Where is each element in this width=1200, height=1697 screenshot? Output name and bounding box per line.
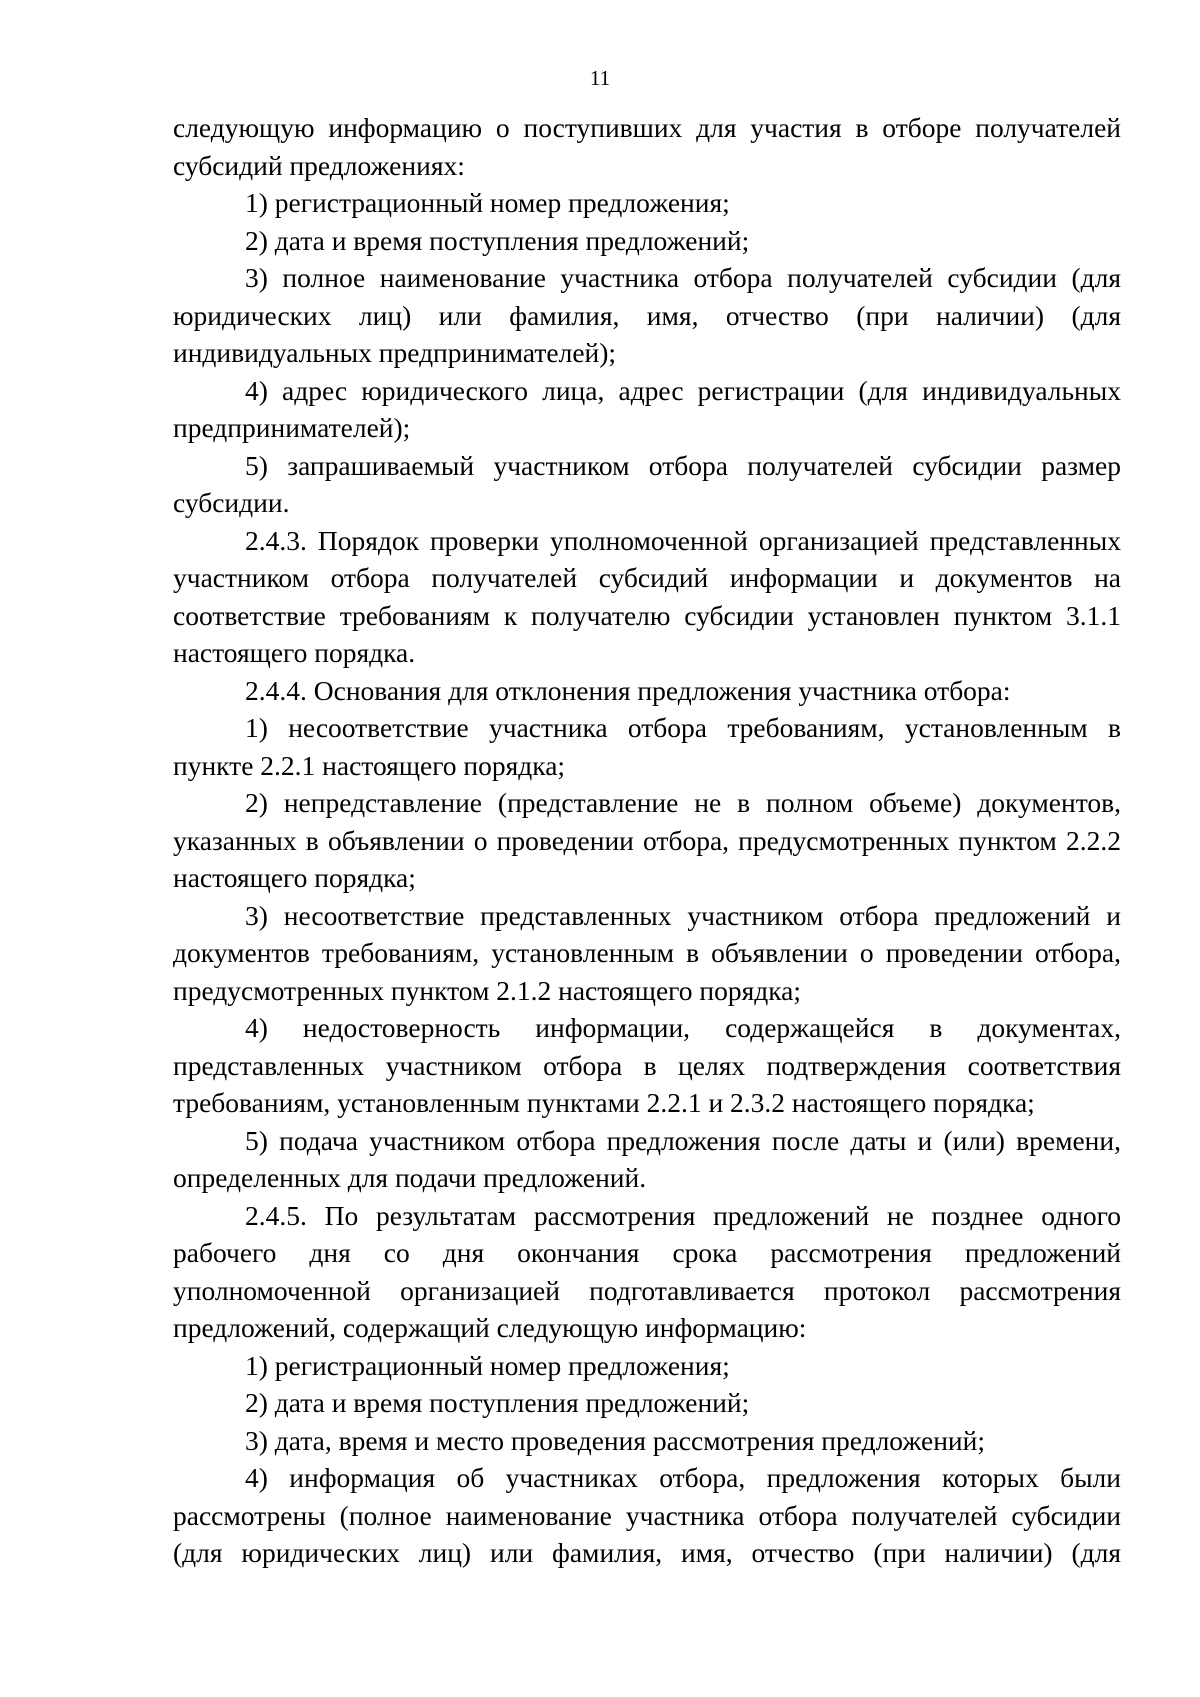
paragraph: 3) полное наименование участника отбора получателей субсидии (для юридических лиц) или фамилия, имя, отчество (при наличии) (для индивидуальных предпринимателей); xyxy=(173,262,1121,368)
paragraph: 2.4.3. Порядок проверки уполномоченной организацией представленных участником отбора получателей субсидий информации и документов на соответствие требованиям к получателю субсидии установлен пунктом 3.1.1 настоящего порядка. xyxy=(173,524,1121,668)
page-number: 11 xyxy=(589,66,611,90)
paragraph: 1) регистрационный номер предложения; xyxy=(245,1349,730,1381)
paragraph: 5) запрашиваемый участником отбора получателей субсидии размер субсидии. xyxy=(173,449,1121,518)
paragraph: 3) дата, время и место проведения рассмотрения предложений; xyxy=(245,1424,986,1456)
paragraph: 2.4.5. По результатам рассмотрения предложений не позднее одного рабочего дня со дня окончания срока рассмотрения предложений уполномоченной организацией подготавливается протокол рассмотрения предложений, содержащий следующую информацию: xyxy=(173,1199,1121,1343)
paragraph: 2.4.4. Основания для отклонения предложения участника отбора: xyxy=(245,674,1011,706)
paragraph: 2) дата и время поступления предложений; xyxy=(245,224,750,256)
paragraph: 5) подача участником отбора предложения после даты и (или) времени, определенных для подачи предложений. xyxy=(173,1124,1121,1193)
paragraph: следующую информацию о поступивших для участия в отборе получателей субсидий предложениях: xyxy=(173,112,1121,181)
paragraph: 2) непредставление (представление не в полном объеме) документов, указанных в объявлении о проведении отбора, предусмотренных пунктом 2.2.2 настоящего порядка; xyxy=(173,787,1121,893)
paragraph: 4) недостоверность информации, содержащейся в документах, представленных участником отбора в целях подтверждения соответствия требованиям, установленным пунктами 2.2.1 и 2.3.2 настоящего порядка; xyxy=(173,1012,1121,1118)
paragraph: 3) несоответствие представленных участником отбора предложений и документов требованиям, установленным в объявлении о проведении отбора, предусмотренных пунктом 2.1.2 настоящего порядка; xyxy=(173,899,1121,1006)
paragraph: 2) дата и время поступления предложений; xyxy=(245,1387,750,1418)
paragraph: 4) адрес юридического лица, адрес регистрации (для индивидуальных предпринимателей); xyxy=(173,374,1121,443)
paragraph: 4) информация об участниках отбора, предложения которых были рассмотрены (полное наименование участника отбора получателей субсидии (для юридических лиц) или фамилия, имя, отчество (при наличии) (для xyxy=(173,1462,1121,1568)
paragraph: 1) несоответствие участника отбора требованиям, установленным в пункте 2.2.1 настоящего порядка; xyxy=(173,712,1121,781)
document-body xyxy=(173,109,1121,1572)
paragraph: 1) регистрационный номер предложения; xyxy=(245,187,730,218)
